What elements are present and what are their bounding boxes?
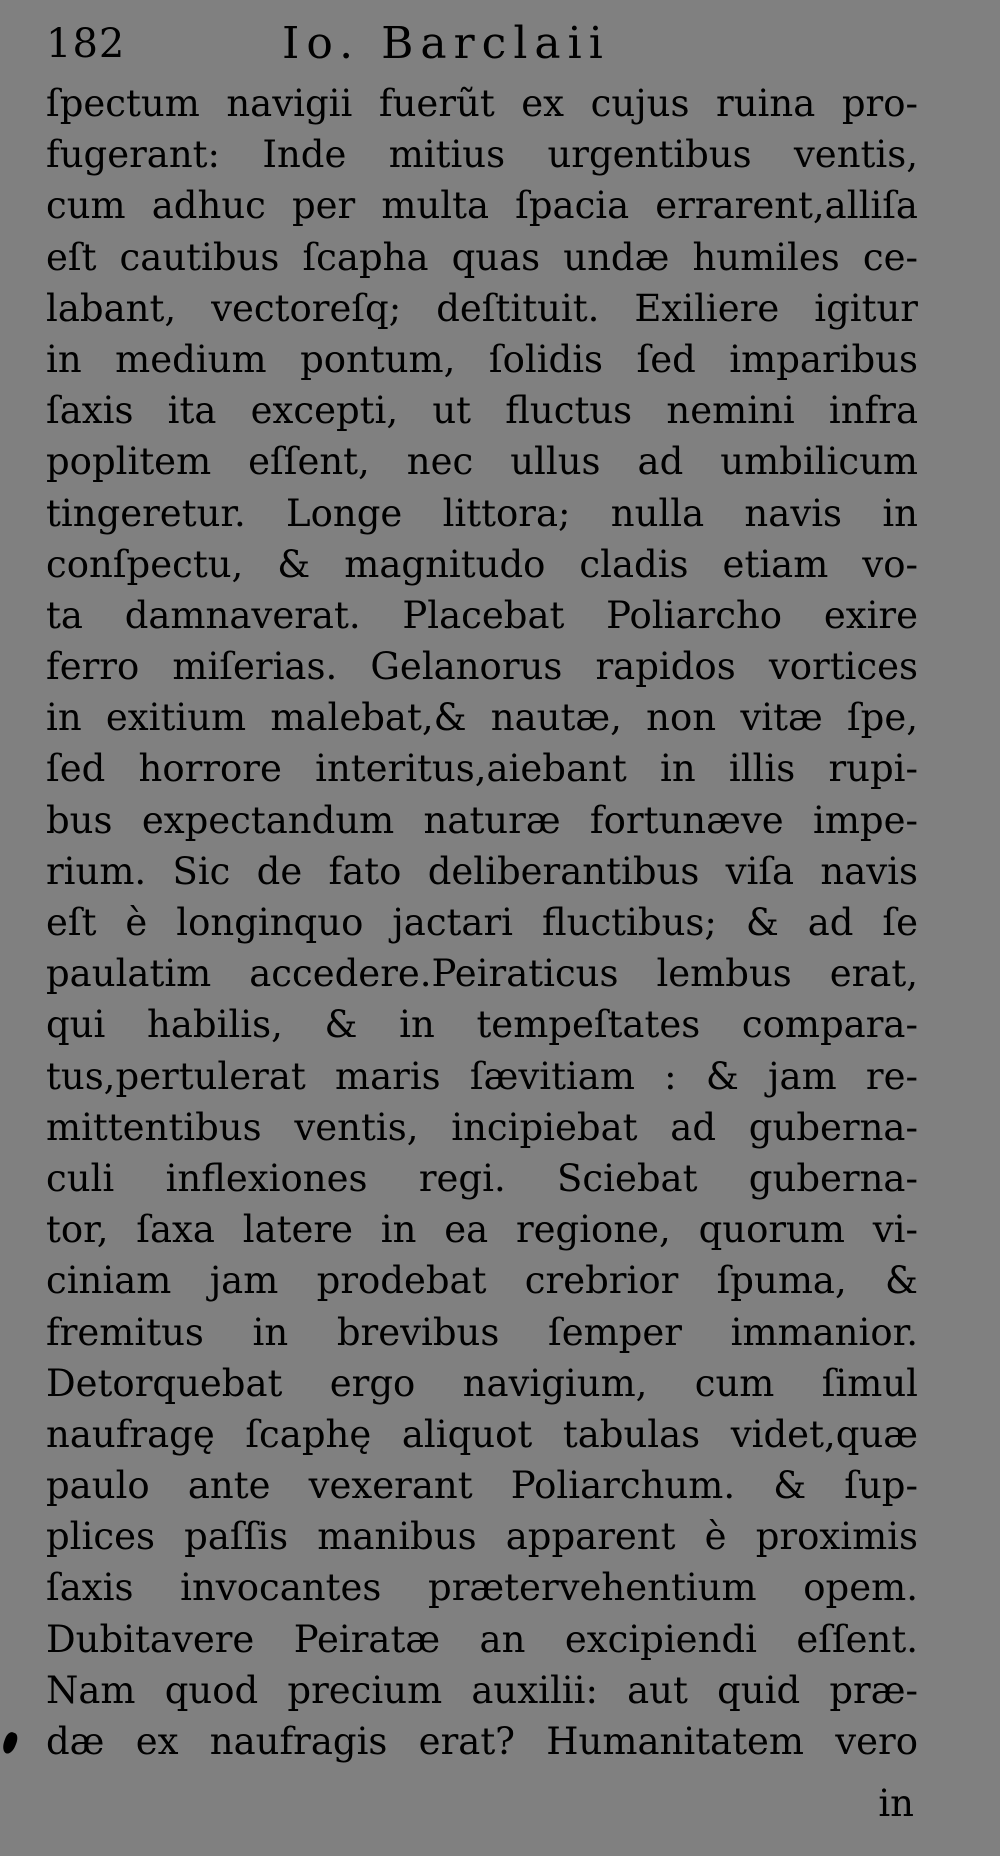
margin-ink-mark	[1, 1731, 20, 1756]
text-line: conſpectu, & magnitudo cladis etiam vo-	[46, 542, 918, 586]
text-line: fugerant: Inde mitius urgentibus ventis,	[46, 133, 918, 177]
text-line: culi inflexiones regi. Sciebat guberna-	[46, 1156, 918, 1200]
text-line: Nam quod precium auxilii: aut quid præ-	[46, 1668, 918, 1712]
text-line: ta damnaverat. Placebat Poliarcho exire	[46, 593, 918, 637]
text-line: poplitem eſſent, nec ullus ad umbilicum	[46, 440, 918, 484]
text-line: labant, vectoreſq; deſtituit. Exiliere igitur	[46, 286, 918, 330]
text-line: fremitus in brevibus ſemper immanior.	[46, 1310, 918, 1354]
text-line: dæ ex naufragis erat? Humanitatem vero	[46, 1720, 918, 1763]
running-title: Io. Barclaii	[282, 18, 610, 69]
text-line: qui habilis, & in tempeſtates compara-	[46, 1003, 918, 1047]
text-line: rium. Sic de fato deliberantibus viſa navis	[46, 849, 918, 893]
text-line: tor, ſaxa latere in ea regione, quorum vi-	[46, 1208, 918, 1252]
text-line: bus expectandum naturæ fortunæve impe-	[46, 798, 918, 842]
text-line: naufragę ſcaphę aliquot tabulas videt,quæ	[46, 1412, 918, 1456]
text-line: ſaxis ita excepti, ut fluctus nemini infra	[46, 389, 918, 433]
text-line: in exitium malebat,& nautæ, non vitæ ſpe,	[46, 696, 918, 740]
text-line: in medium pontum, ſolidis ſed imparibus	[46, 337, 918, 381]
text-line: Dubitavere Peiratæ an excipiendi eſſent.	[46, 1617, 918, 1661]
text-line: cum adhuc per multa ſpacia errarent,alliſa	[46, 184, 918, 228]
text-line: Detorquebat ergo navigium, cum ſimul	[46, 1361, 918, 1405]
text-line: plices paſſis manibus apparent è proximis	[46, 1515, 918, 1559]
text-line: ciniam jam prodebat crebrior ſpuma, &	[46, 1259, 918, 1303]
page-number: 182	[46, 21, 126, 67]
catchword: in	[878, 1782, 914, 1825]
text-line: tingeretur. Longe littora; nulla navis in	[46, 491, 918, 535]
text-line: paulo ante vexerant Poliarchum. & ſup-	[46, 1464, 918, 1508]
text-line: ſaxis invocantes prætervehentium opem.	[46, 1566, 918, 1610]
body-text	[46, 78, 918, 1767]
text-line: paulatim accedere.Peiraticus lembus erat,	[46, 952, 918, 996]
text-line: ſpectum navigii fuerũt ex cujus ruina pro-	[46, 82, 918, 125]
text-line: ſed horrore interitus,aiebant in illis rupi-	[46, 747, 918, 791]
text-line: eſt cautibus ſcapha quas undæ humiles ce-	[46, 235, 918, 279]
text-line: ferro miſerias. Gelanorus rapidos vortices	[46, 645, 918, 689]
text-line: tus,pertulerat maris ſævitiam : & jam re-	[46, 1054, 918, 1098]
text-line: eſt è longinquo jactari fluctibus; & ad ſe	[46, 901, 918, 944]
page-header	[46, 14, 946, 74]
text-line: mittentibus ventis, incipiebat ad guberna-	[46, 1105, 918, 1149]
